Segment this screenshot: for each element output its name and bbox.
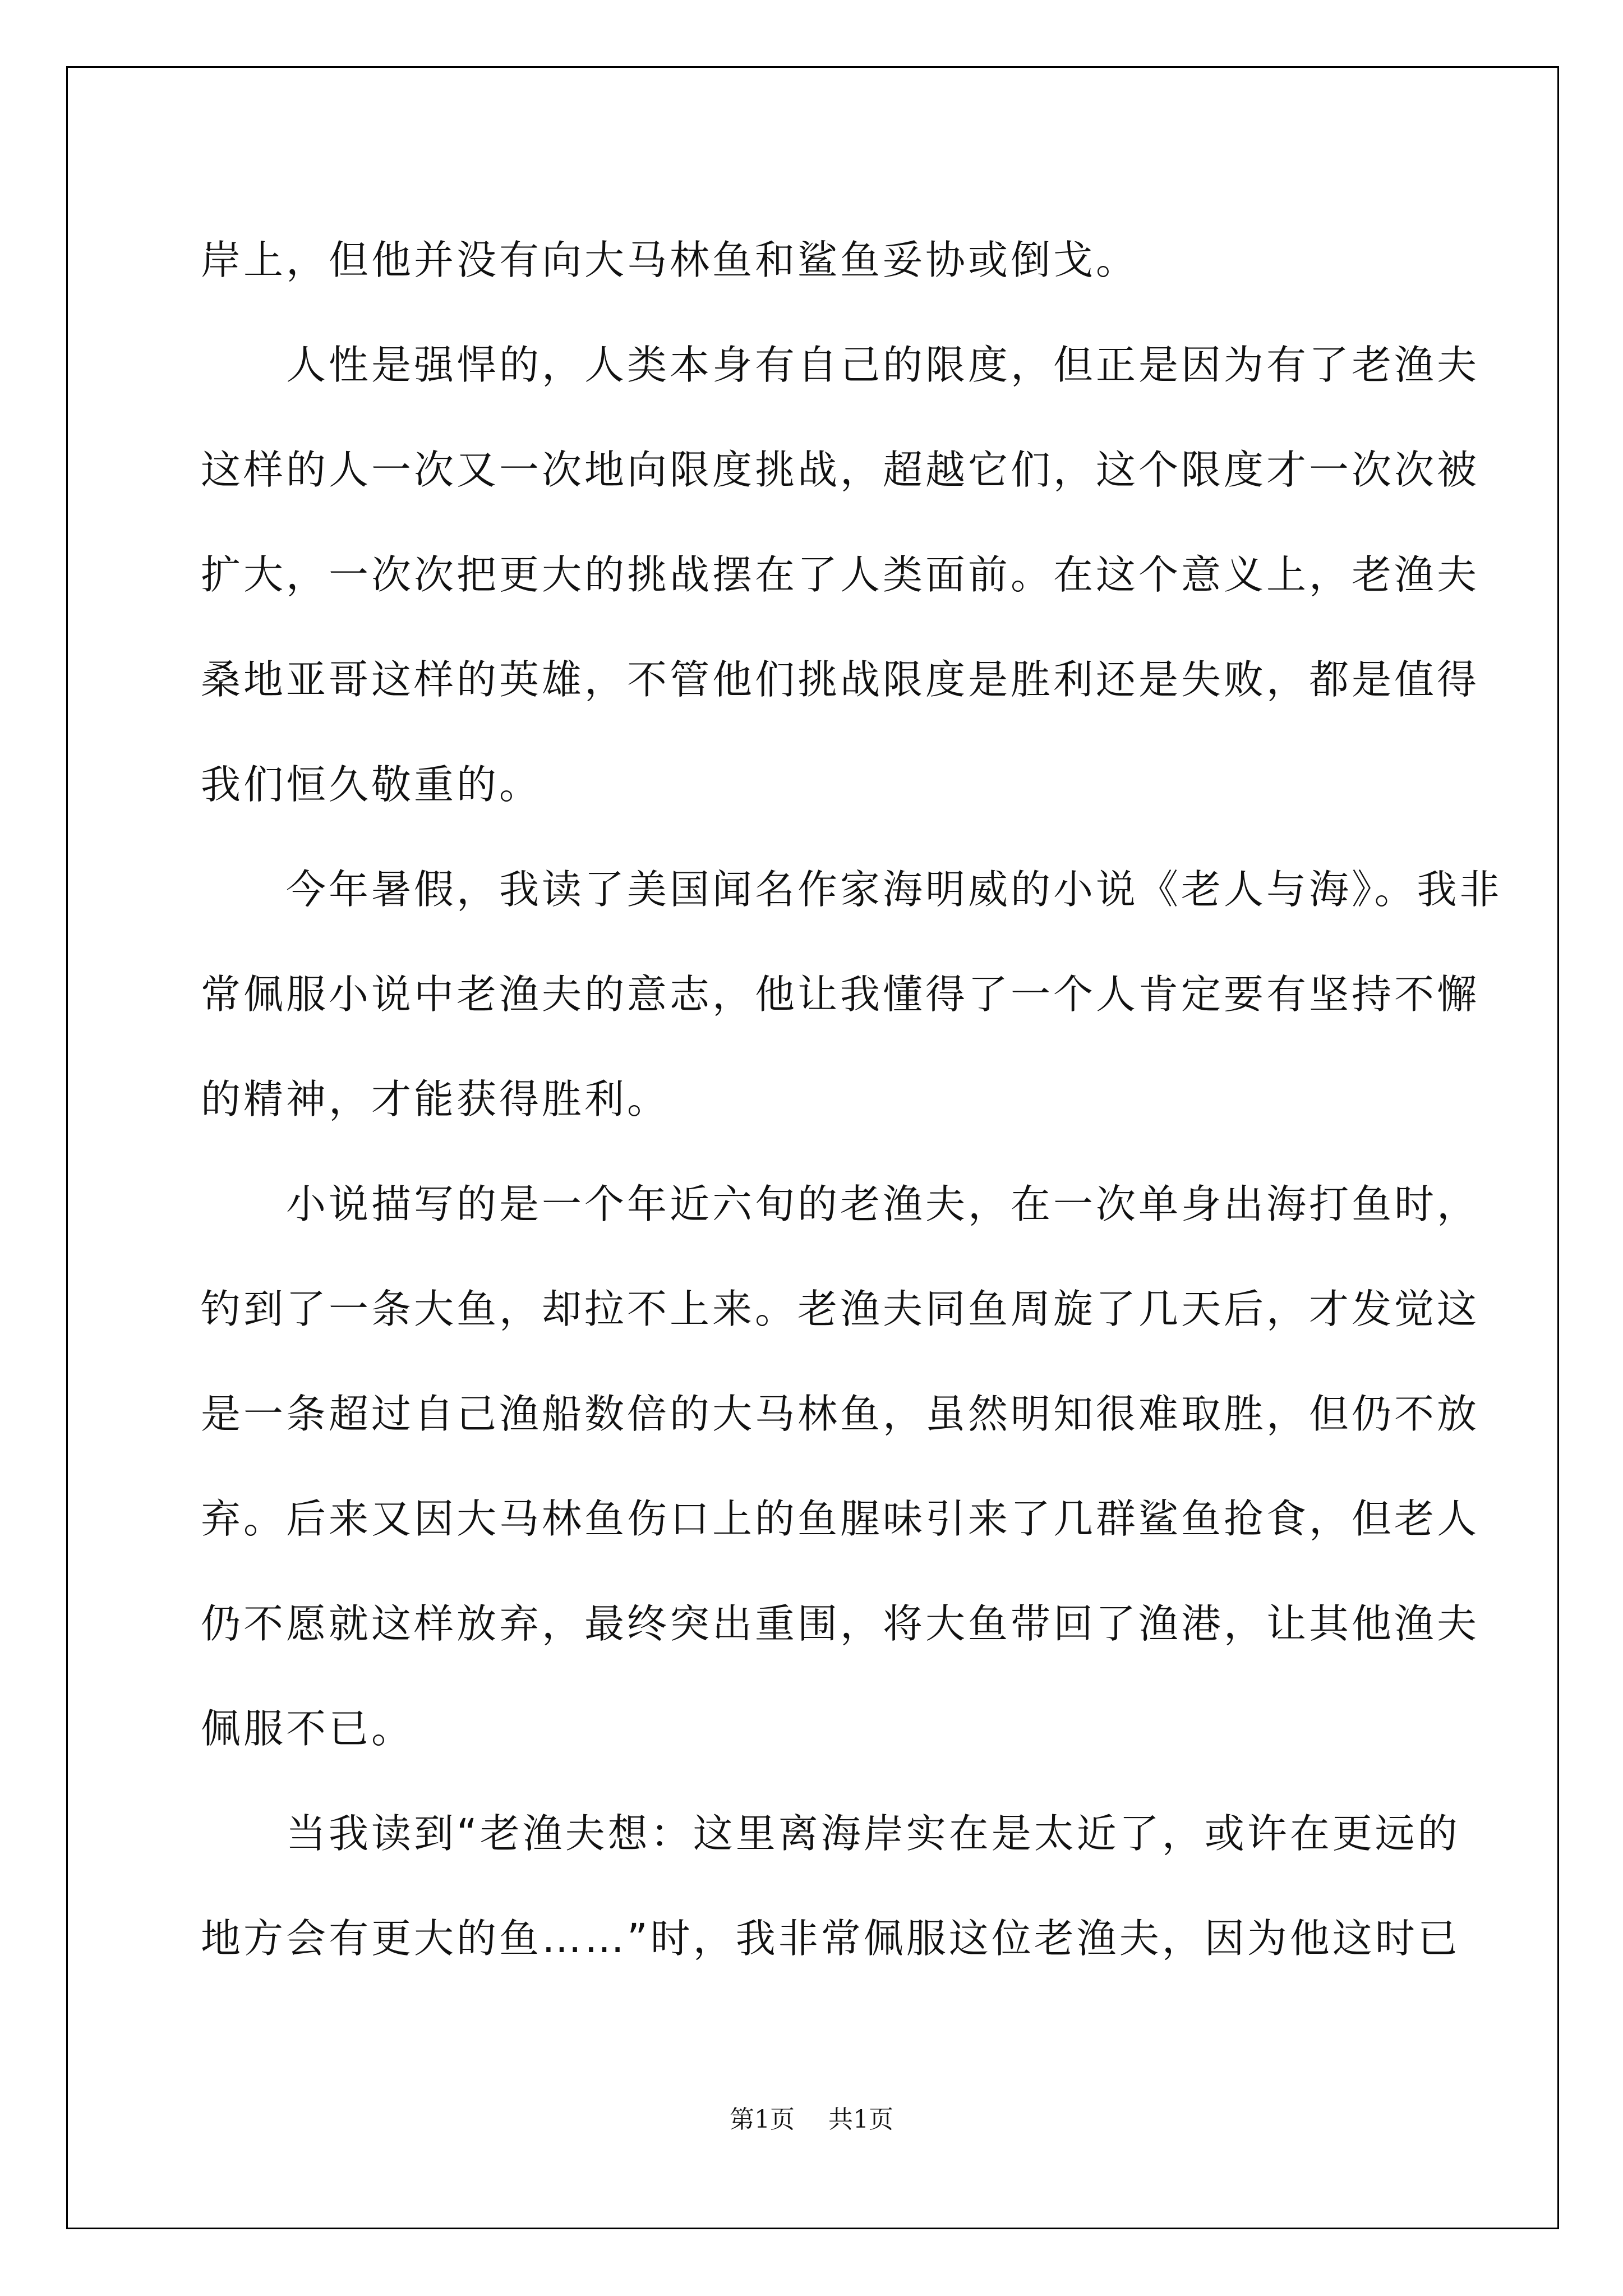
text-line: 钓到了一条大鱼，却拉不上来。老渔夫同鱼周旋了几天后，才发觉这 [201,1286,1480,1332]
text-line: 佩服不已。 [201,1705,414,1752]
text-line: 小说描写的是一个年近六旬的老渔夫，在一次单身出海打鱼时， [201,1181,1480,1227]
text-line: 今年暑假，我读了美国闻名作家海明威的小说《老人与海》。我非 [201,866,1502,913]
text-line: 仍不愿就这样放弃，最终突出重围，将大鱼带回了渔港，让其他渔夫 [201,1600,1480,1647]
page-footer [0,2099,1623,2135]
text-line: 人性是强悍的，人类本身有自己的限度，但正是因为有了老渔夫 [201,342,1480,388]
document-body [201,208,1502,1991]
text-line: 常佩服小说中老渔夫的意志，他让我懂得了一个人肯定要有坚持不懈 [201,971,1480,1018]
text-line: 我们恒久敬重的。 [201,761,542,808]
text-line: 当我读到“老渔夫想：这里离海岸实在是太近了，或许在更远的 [201,1810,1460,1857]
text-line: 桑地亚哥这样的英雄，不管他们挑战限度是胜利还是失败，都是值得 [201,656,1480,703]
text-line: 扩大，一次次把更大的挑战摆在了人类面前。在这个意义上，老渔夫 [201,551,1480,598]
text-line: 岸上，但他并没有向大马林鱼和鲨鱼妥协或倒戈。 [201,237,1139,283]
text-line: 弃。后来又因大马林鱼伤口上的鱼腥味引来了几群鲨鱼抢食，但老人 [201,1496,1480,1542]
total-pages: 共1页 [828,2105,893,2134]
text-line: 这样的人一次又一次地向限度挑战，超越它们，这个限度才一次次被 [201,447,1480,493]
text-line: 的精神，才能获得胜利。 [201,1076,670,1122]
text-line: 地方会有更大的鱼……”时，我非常佩服这位老渔夫，因为他这时已 [201,1915,1460,1962]
text-line: 是一条超过自己渔船数倍的大马林鱼，虽然明知很难取胜，但仍不放 [201,1391,1480,1437]
page-number: 第1页 [730,2105,795,2134]
